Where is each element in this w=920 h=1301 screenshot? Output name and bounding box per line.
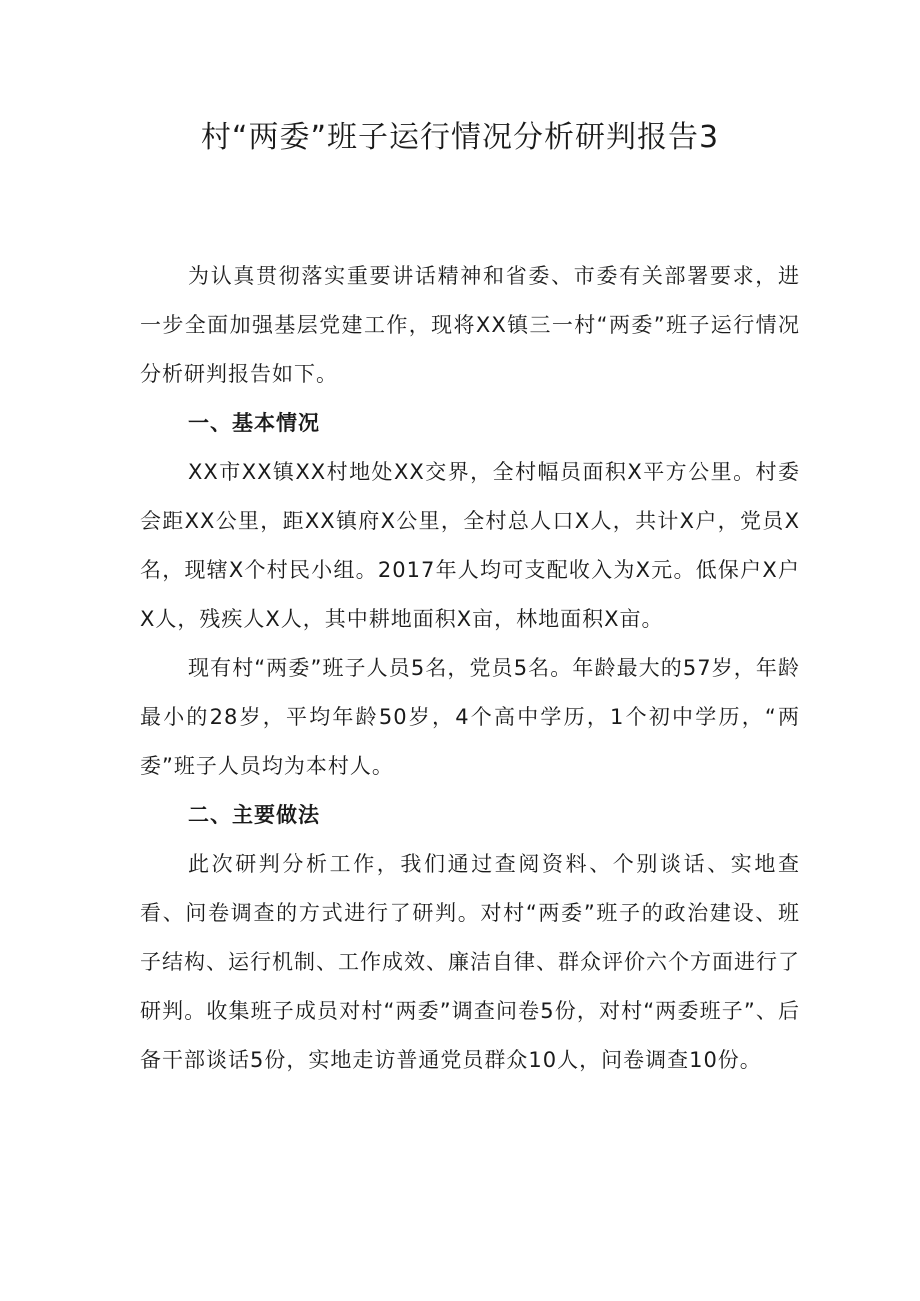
intro-paragraph: 为认真贯彻落实重要讲话精神和省委、市委有关部署要求，进一步全面加强基层党建工作，现将XX镇三一村“两委”班子运行情况分析研判报告如下。 [140,264,800,386]
document-body [140,252,800,1085]
section-heading-main-practices: 二、主要做法 [188,803,320,827]
basic-situation-paragraph-1: XX市XX镇XX村地处XX交界，全村幅员面积X平方公里。村委会距XX公里，距XX镇府X公里，全村总人口X人，共计X户，党员X名，现辖X个村民小组。2017年人均可支配收入为X元。低保户X户X人，残疾人X人，其中耕地面积X亩，林地面积X亩。 [140,460,800,631]
main-practices-paragraph-1: 此次研判分析工作，我们通过查阅资料、个别谈话、实地查看、问卷调查的方式进行了研判。对村“两委”班子的政治建设、班子结构、运行机制、工作成效、廉洁自律、群众评价六个方面进行了研判。收集班子成员对村“两委”调查问卷5份，对村“两委班子”、后备干部谈话5份，实地走访普通党员群众10人，问卷调查10份。 [140,852,800,1072]
basic-situation-paragraph-2: 现有村“两委”班子人员5名，党员5名。年龄最大的57岁，年龄最小的28岁，平均年龄50岁，4个高中学历，1个初中学历，“两委”班子人员均为本村人。 [140,656,800,778]
document-title: 村“两委”班子运行情况分析研判报告3 [200,120,720,155]
section-heading-basic-situation: 一、基本情况 [188,411,320,435]
